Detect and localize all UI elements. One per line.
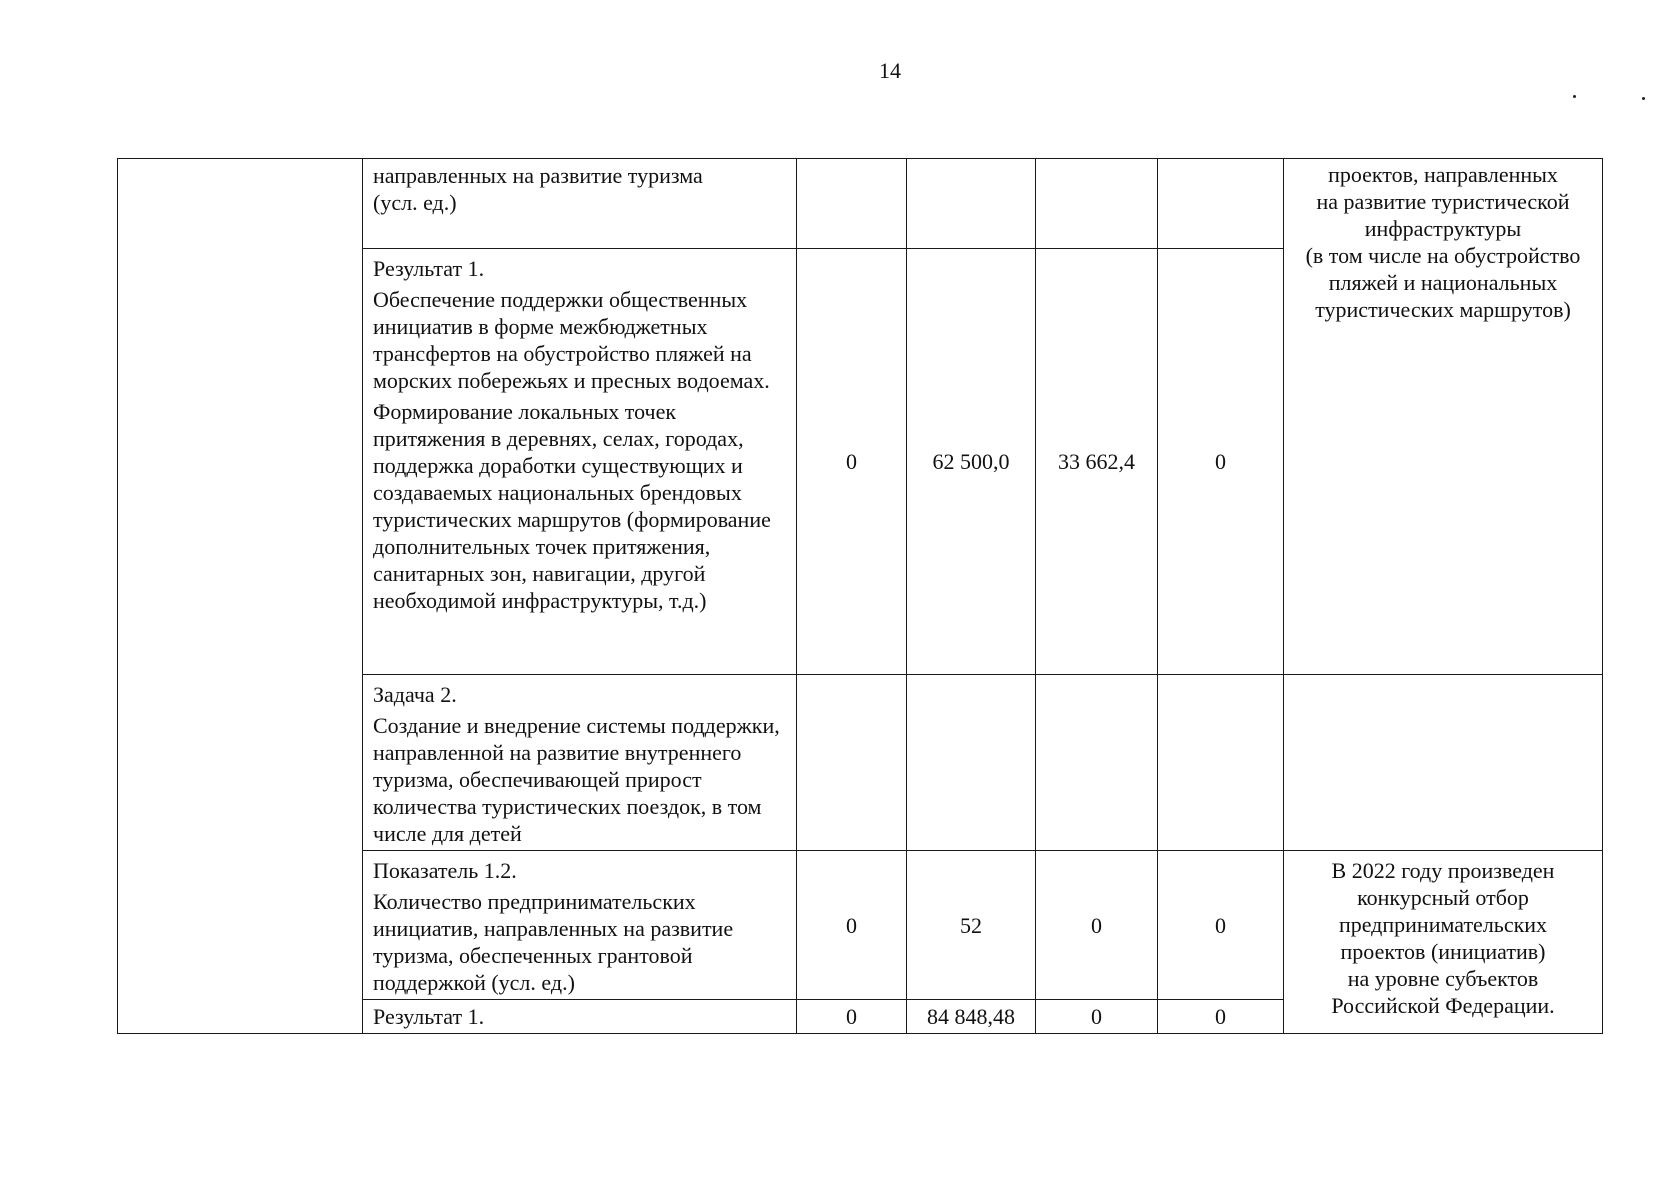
row-label: Показатель 1.2.: [373, 858, 517, 883]
value-cell: 0: [797, 249, 907, 675]
value-cell: 52: [907, 851, 1036, 1000]
table-cell: [363, 675, 797, 851]
value-cell: 0: [1036, 851, 1158, 1000]
table-cell: [363, 249, 797, 675]
row-label: Задача 2.: [373, 682, 457, 707]
note-text: В 2022 году произведен конкурсный отбор предпринимательских проектов (инициатив) на уровне субъектов Российской Федерации.: [1331, 858, 1555, 1018]
table-cell: [363, 159, 797, 249]
note-cell: [1284, 159, 1603, 675]
row-paragraph: Формирование локальных точек притяжения в деревнях, селах, городах, поддержка доработки существующих и создаваемых национальных брендовых туристических маршрутов (формирование дополнительных точек притяжения, санитарных зон, навигации, другой необходимой инфраструктуры, т.д.): [373, 399, 771, 613]
empty-cell: [797, 159, 907, 249]
empty-cell: [907, 675, 1036, 851]
table-cell: [363, 851, 797, 1000]
row-paragraph: Количество предпринимательских инициатив, направленных на развитие туризма, обеспеченных грантовой поддержкой (усл. ед.): [373, 889, 734, 995]
row-paragraph: Обеспечение поддержки общественных инициатив в форме межбюджетных трансфертов на обустройство пляжей на морских побережьях и пресных водоемах.: [373, 287, 770, 393]
empty-cell: [1036, 675, 1158, 851]
value-cell: 0: [1036, 1000, 1158, 1034]
empty-cell: [1158, 159, 1284, 249]
row-label: Результат 1.: [373, 1004, 485, 1029]
table-row: [118, 159, 1603, 249]
value-cell: 33 662,4: [1036, 249, 1158, 675]
value-cell: 0: [1158, 851, 1284, 1000]
value-cell: 0: [1158, 1000, 1284, 1034]
note-text: проектов, направленных на развитие туристической инфраструктуры (в том числе на обустройство пляжей и национальных туристических маршрутов): [1305, 162, 1581, 322]
empty-cell: [1284, 675, 1603, 851]
value-cell: 0: [1158, 249, 1284, 675]
value-cell: 62 500,0: [907, 249, 1036, 675]
value-cell: 0: [797, 851, 907, 1000]
scan-speck: [1573, 95, 1576, 98]
row-label: Результат 1.: [373, 256, 485, 281]
page-number: 14: [879, 58, 901, 83]
value-cell: 0: [797, 1000, 907, 1034]
empty-cell: [907, 159, 1036, 249]
empty-cell: [1158, 675, 1284, 851]
scan-speck: [1642, 97, 1645, 100]
indicators-table: [117, 158, 1603, 1034]
empty-cell: [118, 159, 363, 1034]
empty-cell: [797, 675, 907, 851]
row-text: направленных на развитие туризма (усл. ед.): [373, 163, 703, 215]
table-cell: [363, 1000, 797, 1034]
empty-cell: [1036, 159, 1158, 249]
value-cell: 84 848,48: [907, 1000, 1036, 1034]
row-paragraph: Создание и внедрение системы поддержки, направленной на развитие внутреннего туризма, обеспечивающей прирост количества туристических поездок, в том числе для детей: [373, 713, 780, 846]
note-cell: [1284, 851, 1603, 1034]
